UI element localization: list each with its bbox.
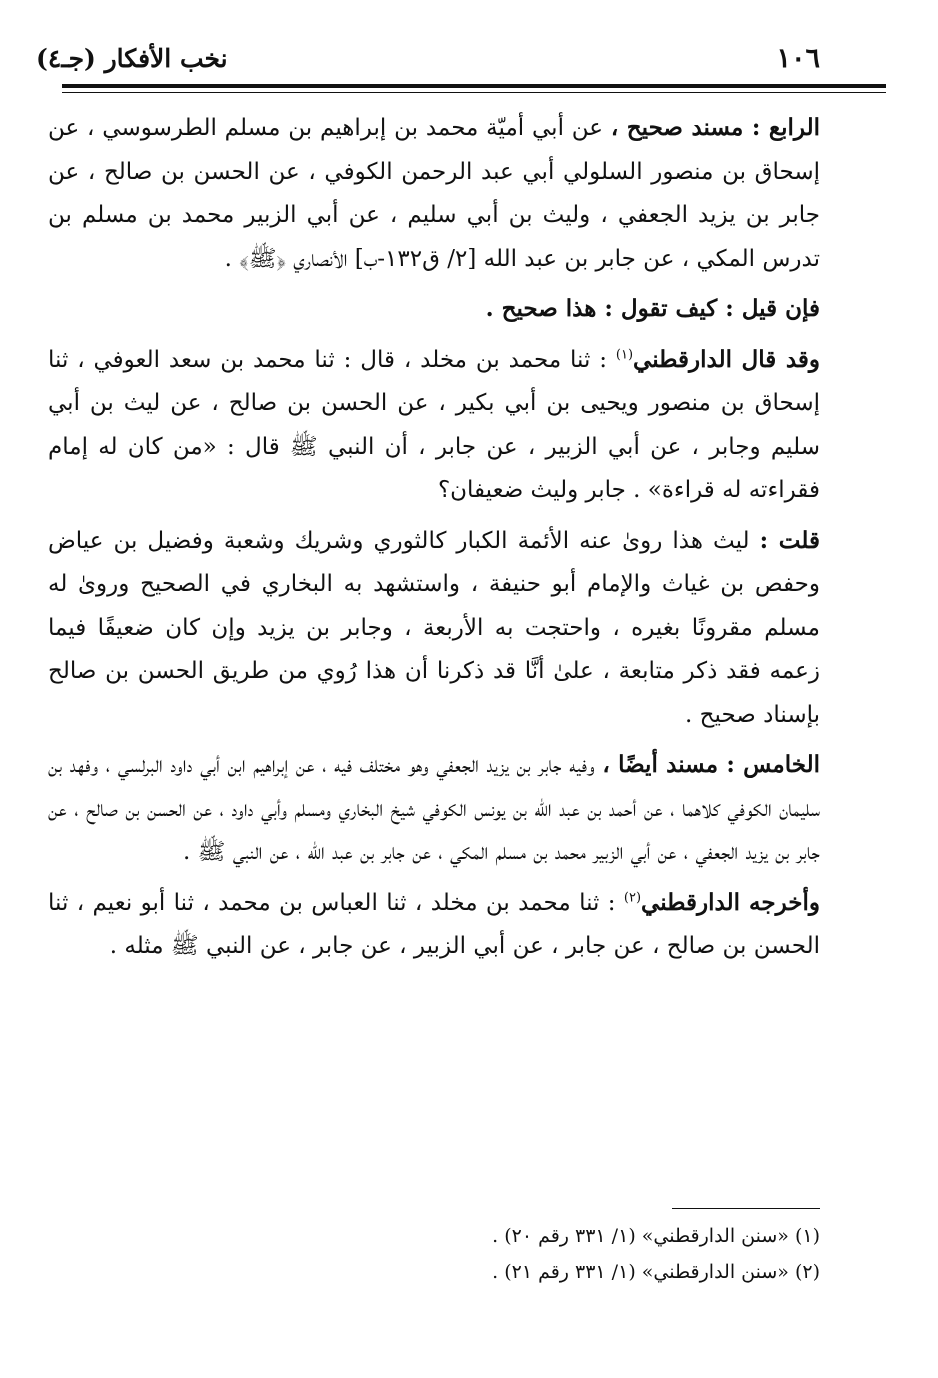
paragraph-6	[48, 881, 820, 969]
paragraph-1	[48, 106, 820, 281]
paragraph-2	[48, 287, 820, 332]
paragraph-text: : ثنا محمد بن مخلد ، قال : ثنا محمد بن سعد العوفي ، ثنا إسحاق بن منصور ويحيى بن أبي بكير ، عن الحسن بن صالح ، عن ليث بن أبي سليم وجابر ، عن أبي الزبير ، عن جابر ، أن النبي ﷺ قال : «من كان له إمام فقراءته له قراءة» . جابر وليث ضعيفان؟	[48, 346, 820, 503]
footnote-ref[interactable]: (١)	[615, 346, 634, 362]
paragraph-text: وفيه جابر بن يزيد الجعفي وهو مختلف فيه ، عن إبراهيم ابن أبي داود البرلسي ، وفهد بن سليمان الكوفي كلاهما ، عن أحمد بن عبد الله بن يونس الكوفي شيخ البخاري ومسلم وأبي داود ، عن الحسن بن صالح ، عن جابر بن يزيد الجعفي ، عن أبي الزبير محمد بن مسلم المكي ، عن جابر بن عبد الله ، عن النبي ﷺ .	[48, 752, 820, 865]
running-title: نخب الأفكار (جـ٤)	[36, 43, 228, 73]
page-header	[36, 38, 820, 78]
paragraph-text: : ثنا محمد بن مخلد ، ثنا العباس بن محمد ، ثنا أبو نعيم ، ثنا الحسن بن صالح ، عن جابر ، عن أبي الزبير ، عن جابر ، عن النبي ﷺ مثله .	[48, 889, 820, 959]
footnote-ref[interactable]: (٢)	[623, 889, 642, 905]
paragraph-text: ليث هذا روىٰ عنه الأئمة الكبار كالثوري وشريك وشعبة وفضيل بن عياض وحفص بن غياث والإمام أبو حنيفة ، واستشهد به البخاري في الصحيح وروىٰ له مسلم مقرونًا بغيره ، واحتجت به الأربعة ، وجابر بن يزيد وإن كان ضعيفًا فيما زعمه فقد ذكر متابعة ، علىٰ أنَّا قد ذكرنا أن هذا رُوي من طريق الحسن بن صالح بإسناد صحيح .	[48, 527, 820, 728]
main-text	[48, 106, 820, 975]
paragraph-lead: قلت :	[759, 526, 820, 554]
paragraph-lead: وأخرجه الدارقطني	[641, 888, 821, 916]
footnote-1: (١) «سنن الدارقطني» (١/ ٣٣١ رقم ٢٠) .	[492, 1225, 820, 1247]
footnote-2: (٢) «سنن الدارقطني» (١/ ٣٣١ رقم ٢١) .	[492, 1261, 820, 1283]
paragraph-lead: وقد قال الدارقطني	[633, 345, 821, 373]
paragraph-lead: الرابع : مسند صحيح ،	[610, 114, 820, 141]
page-number: ١٠٦	[776, 42, 820, 74]
paragraph-lead: الخامس : مسند أيضًا ،	[602, 751, 821, 778]
paragraph-text: عن أبي أميّة محمد بن إبراهيم بن مسلم الطرسوسي ، عن إسحاق بن منصور السلولي أبي عبد الرحمن الكوفي ، عن الحسن بن صالح ، عن جابر بن يزيد الجعفي ، وليث بن أبي سليم ، عن أبي الزبير محمد بن مسلم بن تدرس المكي ، عن جابر بن عبد الله [٢/ ق١٣٢-ب] الأنصاري ﴿ﷺ﴾ .	[48, 115, 821, 272]
footnote-separator	[672, 1208, 820, 1209]
paragraph-5	[48, 743, 820, 875]
paragraph-4	[48, 519, 820, 738]
header-rule-thin	[62, 92, 886, 93]
paragraph-3	[48, 338, 820, 513]
header-rule-thick	[62, 84, 886, 88]
footnotes	[48, 1218, 820, 1290]
paragraph-lead: فإن قيل : كيف تقول : هذا صحيح .	[485, 295, 820, 322]
